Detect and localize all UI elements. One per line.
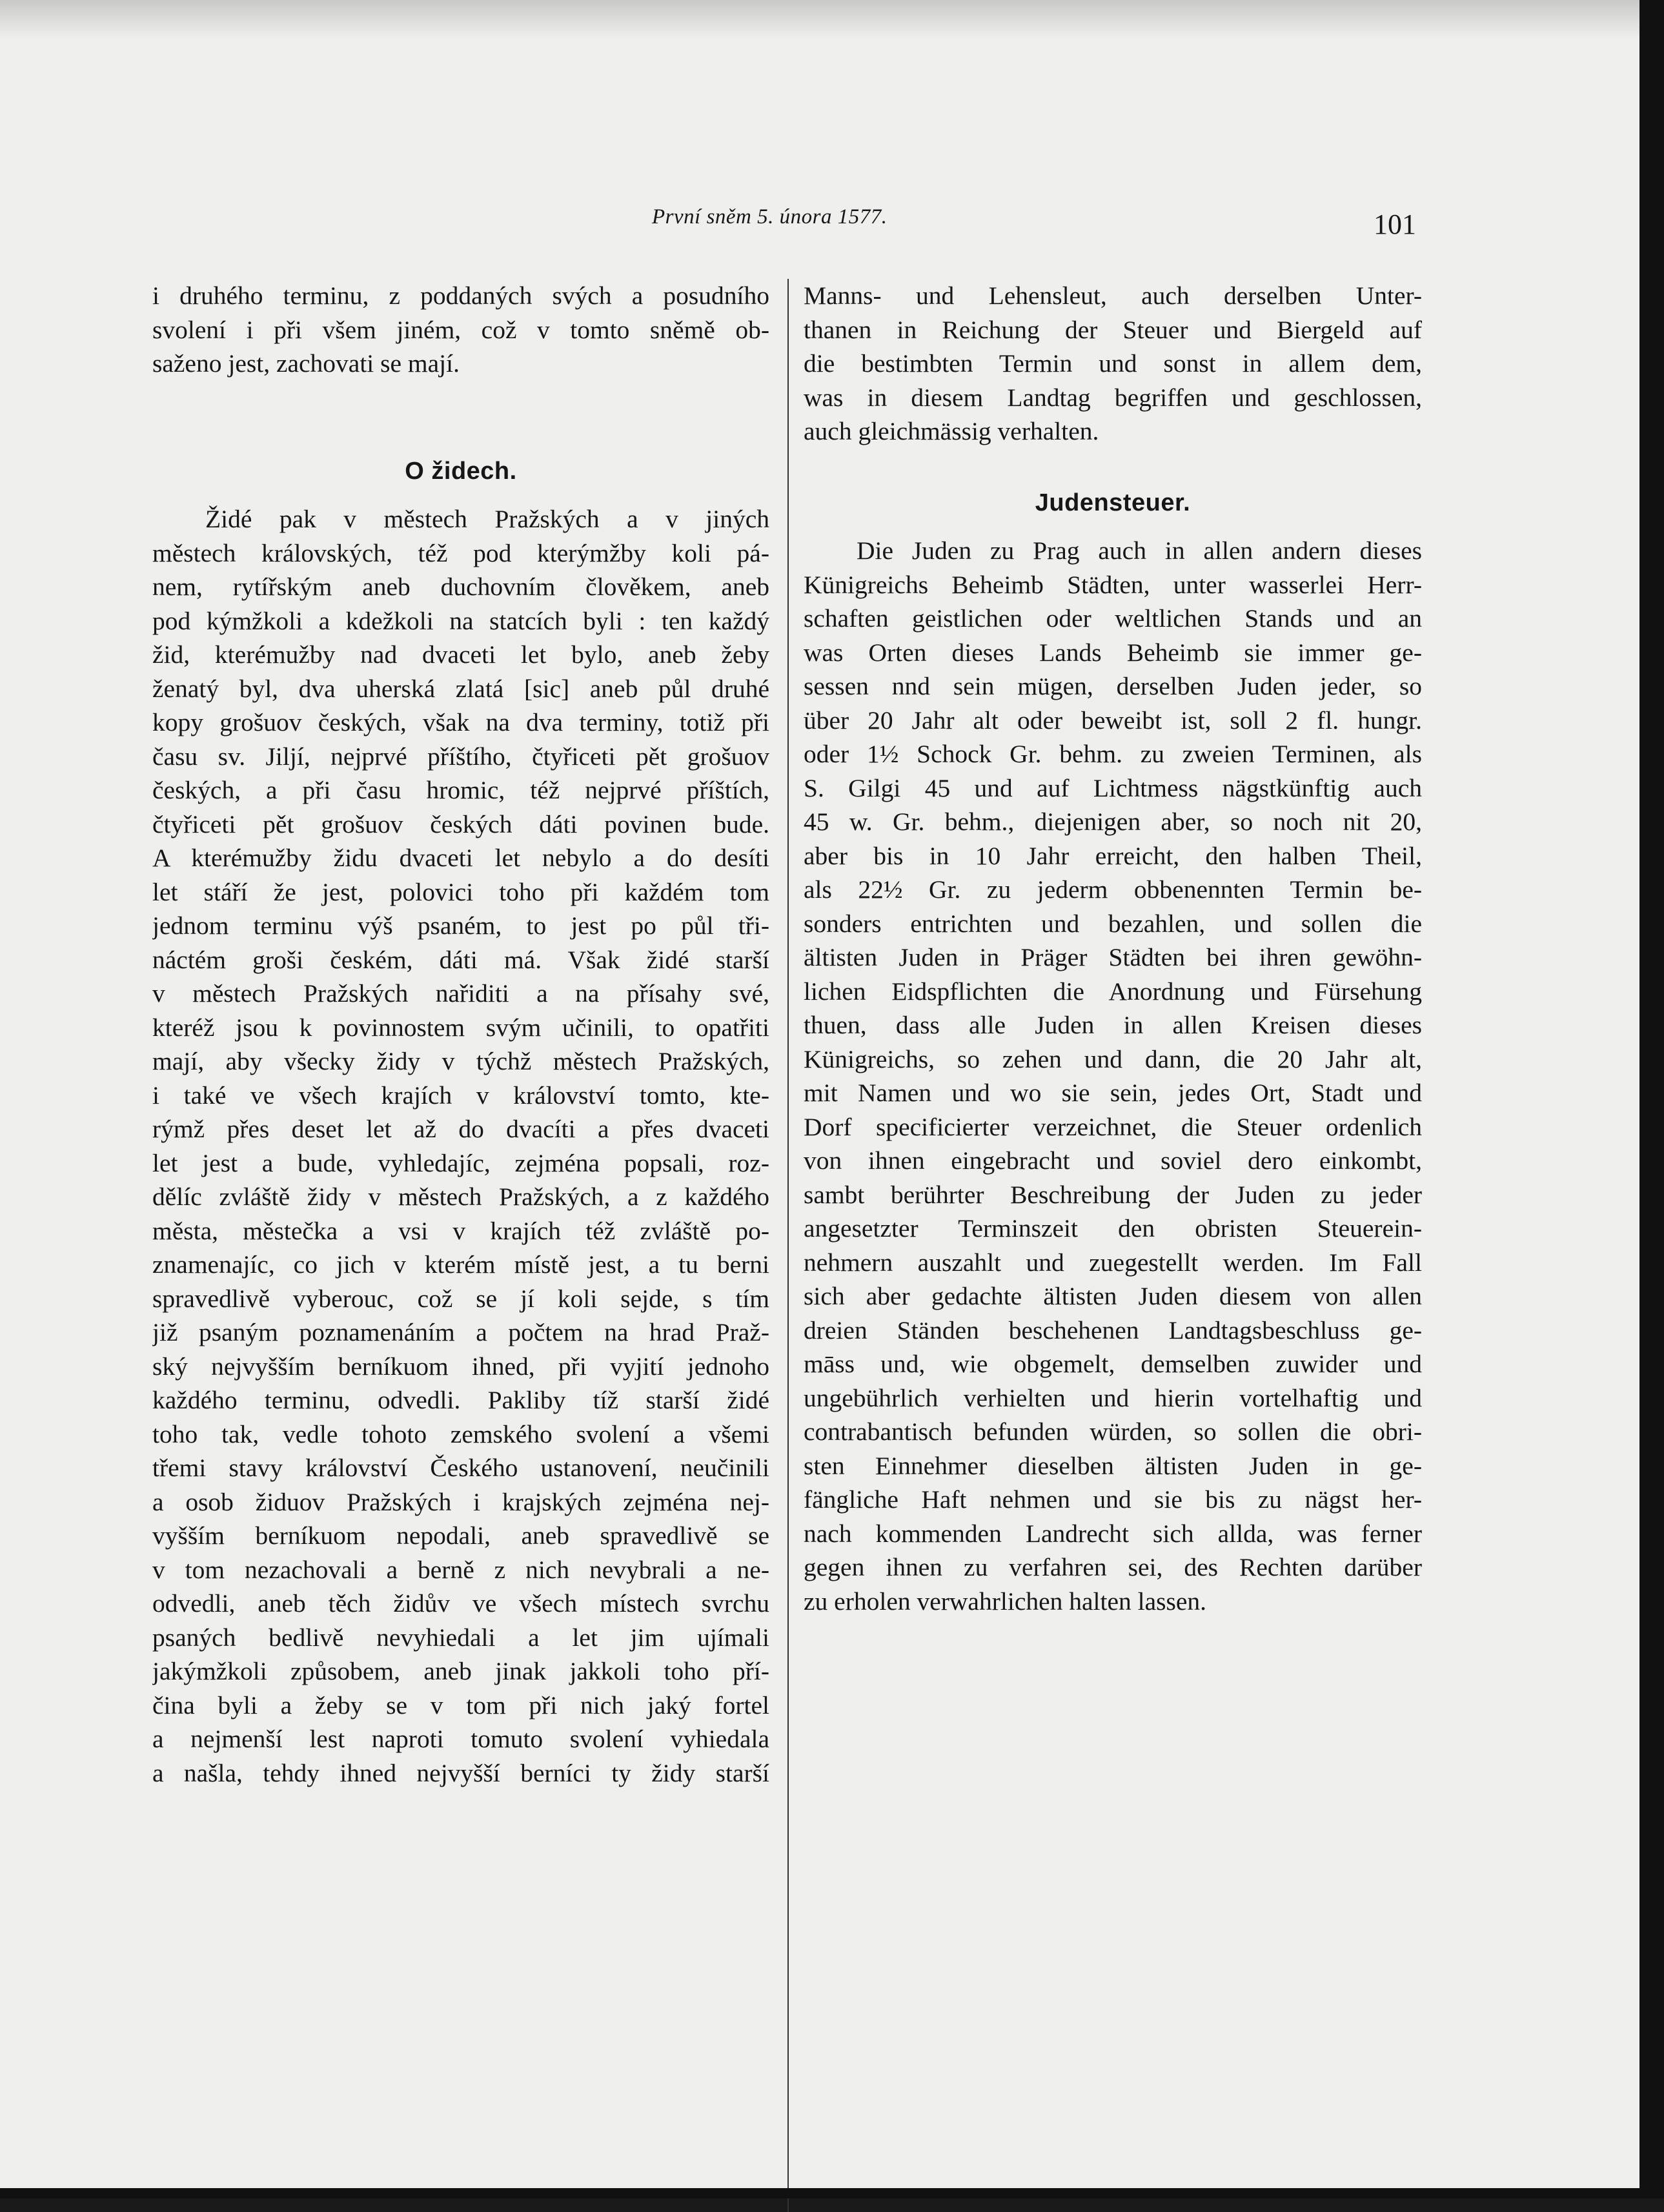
text-line: ský nejvyšším berníkuom ihned, při vyjití jednoho: [152, 1352, 769, 1381]
text-line: nach kommenden Landrecht sich allda, was ferner: [804, 1519, 1422, 1548]
text-line: Die Juden zu Prag auch in allen andern dieses: [857, 536, 1422, 565]
page-number: 101: [1374, 208, 1416, 240]
text-line: českých, a při času hromic, též nejprvé příštích,: [152, 776, 769, 804]
text-line: was in diesem Landtag begriffen und geschlossen,: [804, 383, 1422, 412]
text-line: was Orten dieses Lands Beheimb sie immer ge-: [804, 638, 1422, 667]
text-line: času sv. Jiljí, nejprvé příštího, čtyřiceti pět grošuov: [152, 742, 769, 771]
column-divider: [787, 279, 789, 2212]
text-line: oder 1½ Schock Gr. behm. zu zweien Terminen, als: [804, 740, 1422, 768]
text-line: Židé pak v městech Pražských a v jiných: [205, 505, 769, 533]
text-line: nehmern auszahlt und zuegestellt werden. Im Fall: [804, 1248, 1422, 1277]
text-line: a nejmenší lest naproti tomuto svolení vyhiedala: [152, 1725, 769, 1753]
left-body-paragraph: [152, 502, 769, 1790]
text-line: S. Gilgi 45 und auf Lichtmess nägstkünftig auch: [804, 773, 1422, 802]
text-line: Künigreichs Beheimb Städten, unter wasserlei Herr-: [804, 570, 1422, 599]
text-line: čtyřiceti pět grošuov českých dáti povinen bude.: [152, 809, 769, 838]
text-line: let stáří že jest, polovici toho při každém tom: [152, 877, 769, 906]
text-line: sambt berührter Beschreibung der Juden zu jeder: [804, 1180, 1422, 1209]
text-line: třemi stavy království Českého ustanovení, neučinili: [152, 1454, 769, 1482]
text-line: ältisten Juden in Präger Städten bei ihren gewöhn-: [804, 943, 1422, 971]
text-line: nem, rytířským aneb duchovním člověkem, aneb: [152, 573, 769, 601]
text-line: lichen Eidspflichten die Anordnung und Fürsehung: [804, 977, 1422, 1006]
text-line: kteréž jsou k povinnostem svým učinili, to opatřiti: [152, 1013, 769, 1042]
text-line: mají, aby všecky židy v týchž městech Pražských,: [152, 1047, 769, 1075]
text-line: let jest a bude, vyhledajíc, zejména popsali, roz-: [152, 1148, 769, 1177]
text-line: saženo jest, zachovati se mají.: [152, 349, 460, 378]
text-line: dělíc zvláště židy v městech Pražských, a z každého: [152, 1182, 769, 1211]
text-line: svolení i při všem jiném, což v tomto sněmě ob-: [152, 315, 769, 344]
text-line: a našla, tehdy ihned nejvyšší berníci ty židy starší: [152, 1758, 769, 1787]
text-line: ungebührlich verhielten und hierin vortelhaftig und: [804, 1383, 1422, 1412]
text-line: schaften geistlichen oder weltlichen Stands und an: [804, 604, 1422, 633]
text-line: gegen ihnen zu verfahren sei, des Rechten darüber: [804, 1553, 1422, 1581]
text-line: thuen, dass alle Juden in allen Kreisen dieses: [804, 1011, 1422, 1039]
text-line: māss und, wie obgemelt, demselben zuwider und: [804, 1350, 1422, 1378]
text-line: jakýmžkoli způsobem, aneb jinak jakkoli toho pří-: [152, 1657, 769, 1685]
text-line: v tom nezachovali a berně z nich nevybrali a ne-: [152, 1555, 769, 1584]
text-line: aber bis in 10 Jahr erreicht, den halben Theil,: [804, 841, 1422, 870]
text-line: odvedli, aneb těch židův ve všech místech svrchu: [152, 1589, 769, 1618]
text-line: i druhého terminu, z poddaných svých a posudního: [152, 281, 769, 310]
text-line: zu erholen verwahrlichen halten lassen.: [804, 1587, 1207, 1616]
text-line: již psaným poznamenáním a počtem na hrad Praž-: [152, 1318, 769, 1346]
text-line: von ihnen eingebracht und soviel dero einkombt,: [804, 1146, 1422, 1175]
text-line: dreien Ständen beschehenen Landtagsbeschluss ge-: [804, 1315, 1422, 1344]
text-line: jednom terminu výš psaném, to jest po půl tři-: [152, 911, 769, 940]
right-column: [804, 279, 1422, 1618]
text-line: sonders entrichten und bezahlen, und sollen die: [804, 909, 1422, 938]
text-line: každého terminu, odvedli. Pakliby tíž starší židé: [152, 1386, 769, 1414]
text-line: čina byli a žeby se v tom při nich jaký fortel: [152, 1690, 769, 1720]
running-title: První sněm 5. února 1577.: [652, 205, 888, 228]
text-line: Dorf specificierter verzeichnet, die Steuer ordenlich: [804, 1112, 1422, 1141]
text-line: v městech Pražských nařiditi a na přísahy své,: [152, 979, 769, 1008]
scan-right-edge: [1639, 0, 1664, 2198]
text-line: i také ve všech krajích v království tomto, kte-: [152, 1081, 769, 1110]
text-line: znamenajíc, co jich v kterém místě jest, a tu berni: [152, 1250, 769, 1279]
left-column: [152, 279, 769, 1790]
text-line: a osob židuov Pražských i krajských zejména nej-: [152, 1487, 769, 1516]
text-line: Künigreichs, so zehen und dann, die 20 Jahr alt,: [804, 1044, 1422, 1073]
text-line: mit Namen und wo sie sein, jedes Ort, Stadt und: [804, 1079, 1422, 1107]
text-line: A kterémužby židu dvaceti let nebylo a do desíti: [152, 844, 769, 872]
text-line: toho tak, vedle tohoto zemského svolení a všemi: [152, 1419, 769, 1448]
text-line: sten Einnehmer dieselben ältisten Juden in ge-: [804, 1451, 1422, 1480]
text-line: auch gleichmässig verhalten.: [804, 417, 1099, 445]
text-line: die bestimbten Termin und sonst in allem dem,: [804, 349, 1422, 378]
text-line: města, městečka a vsi v krajích též zvláště po-: [152, 1216, 769, 1245]
text-line: Manns- und Lehensleut, auch derselben Unter-: [804, 281, 1422, 310]
text-line: sessen nnd sein mügen, derselben Juden jeder, so: [804, 672, 1422, 700]
text-line: náctém groši českém, dáti má. Však židé starší: [152, 945, 769, 974]
text-line: žid, kterémužby nad dvaceti let bylo, aneb žeby: [152, 640, 769, 669]
text-line: kopy grošuov českých, však na dva terminy, totiž při: [152, 708, 769, 736]
left-continuation-paragraph: [152, 279, 769, 381]
scan-top-shadow: [0, 0, 1639, 39]
text-line: spravedlivě vyberouc, což se jí koli sejde, s tím: [152, 1284, 769, 1313]
text-line: fängliche Haft nehmen und sie bis zu nägst her-: [804, 1485, 1422, 1514]
text-line: městech královských, též pod kterýmžby koli pá-: [152, 538, 769, 567]
text-line: ženatý byl, dva uherská zlatá [sic] aneb půl druhé: [152, 674, 769, 703]
scan-bottom-edge: [0, 2188, 1664, 2198]
text-line: contrabantisch befunden würden, so sollen die obri-: [804, 1417, 1422, 1446]
right-continuation-paragraph: [804, 279, 1422, 449]
text-line: über 20 Jahr alt oder beweibt ist, soll 2 fl. hungr.: [804, 705, 1422, 735]
text-line: psaných bedlivě nevyhiedali a let jim ujímali: [152, 1623, 769, 1652]
section-heading-judensteuer: Judensteuer.: [1035, 489, 1191, 516]
text-line: sich aber gedachte ältisten Juden diesem von allen: [804, 1282, 1422, 1310]
text-line: rýmž přes deset let až do dvacíti a přes dvaceti: [152, 1115, 769, 1143]
right-body-paragraph: [804, 534, 1422, 1618]
text-line: 45 w. Gr. behm., diejenigen aber, so noch nit 20,: [804, 807, 1422, 836]
text-line: vyšším berníkuom nepodali, aneb spravedlivě se: [152, 1521, 769, 1550]
text-line: als 22½ Gr. zu jederm obbenennten Termin be-: [804, 875, 1422, 904]
text-line: thanen in Reichung der Steuer und Biergeld auf: [804, 315, 1422, 344]
text-line: pod kýmžkoli a kdežkoli na statcích byli : ten každý: [152, 606, 769, 635]
section-heading-o-zidech: O židech.: [405, 457, 517, 485]
text-line: angesetzter Terminszeit den obristen Steuerein-: [804, 1214, 1422, 1243]
